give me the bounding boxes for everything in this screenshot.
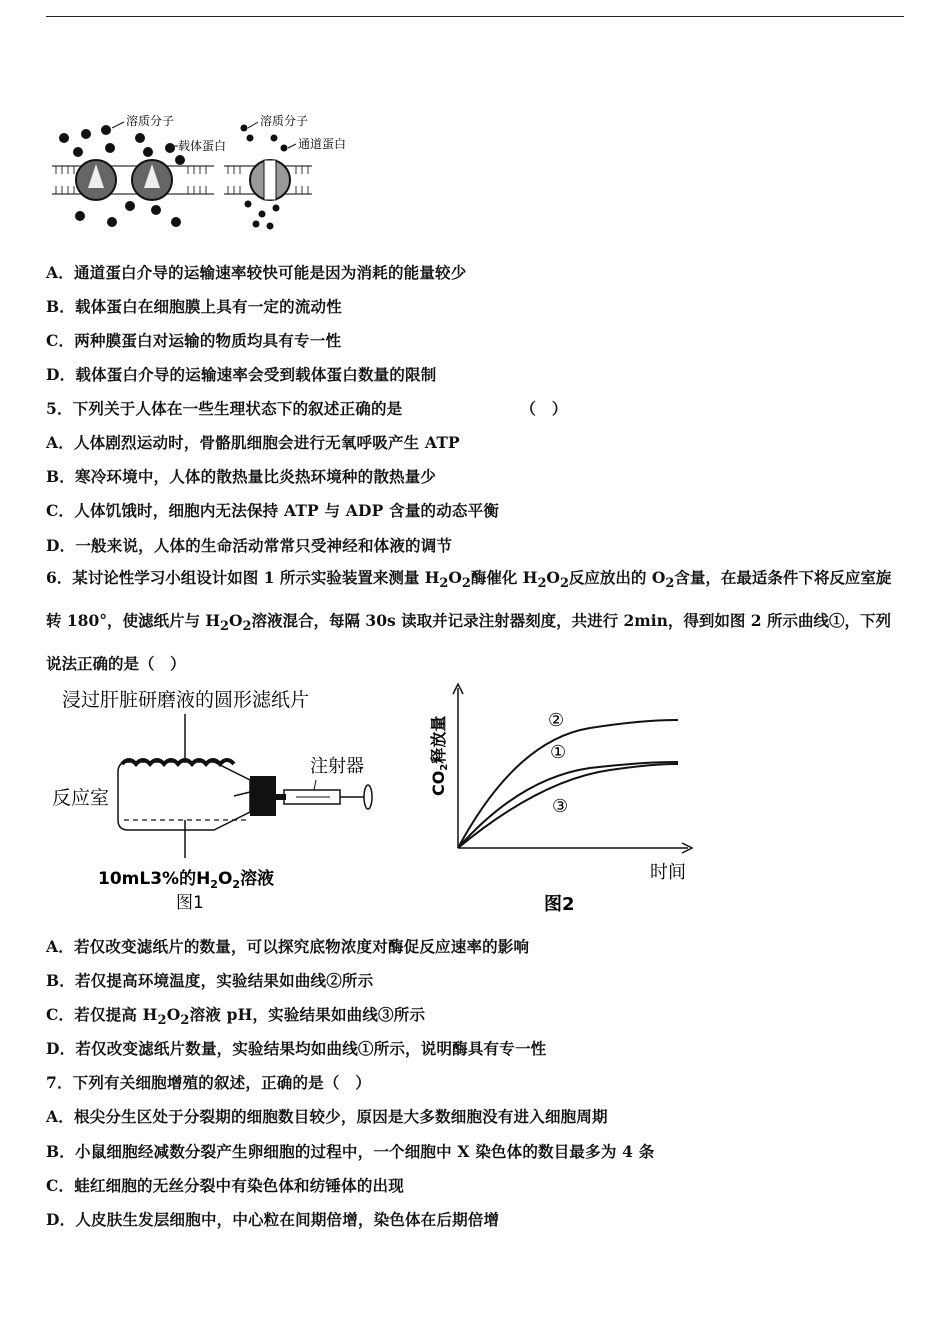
syringe-label: 注射器 [310, 756, 364, 777]
solute-molecule [245, 201, 252, 208]
q4-option-b: B．载体蛋白在细胞膜上具有一定的流动性 [46, 297, 342, 316]
solute-molecule [101, 125, 111, 135]
q4-option-d: D．载体蛋白介导的运输速率会受到载体蛋白数量的限制 [46, 365, 437, 384]
solute-molecule [125, 201, 135, 211]
label-solute-right: 溶质分子 [260, 114, 309, 128]
q6-option-c: C．若仅提高 $H_2O_2$溶液 pH，实验结果如曲线③所示 [46, 1005, 426, 1029]
label-carrier-protein: 载体蛋白 [178, 139, 227, 153]
q6-option-d: D．若仅改变滤纸片数量，实验结果均如曲线①所示，说明酶具有专一性 [46, 1039, 547, 1058]
q5-option-a: A．人体剧烈运动时，骨骼肌细胞会进行无氧呼吸产生 ATP [46, 433, 460, 452]
q7-option-b: B．小鼠细胞经减数分裂产生卵细胞的过程中，一个细胞中 X 染色体的数目最多为 4 条 [46, 1142, 655, 1161]
q5-option-d: D．一般来说，人体的生命活动常常只受神经和体液的调节 [46, 536, 453, 555]
q7-option-c: C．蛙红细胞的无丝分裂中有染色体和纺锤体的出现 [46, 1176, 404, 1195]
curve-label-1: ① [550, 742, 567, 763]
membrane-transport-figure [48, 108, 358, 238]
solute-molecule [143, 147, 153, 157]
solute-molecule [81, 129, 91, 139]
filter-paper-label: 浸过肝脏研磨液的圆形滤纸片 [62, 689, 310, 711]
solute-molecule [253, 221, 260, 228]
solute-molecule [241, 125, 248, 132]
reaction-chamber-label: 反应室 [52, 787, 110, 809]
q7-option-a: A．根尖分生区处于分裂期的细胞数目较少，原因是大多数细胞没有进入细胞周期 [46, 1107, 608, 1126]
q6-option-a: A．若仅改变滤纸片的数量，可以探究底物浓度对酶促反应速率的影响 [46, 937, 530, 956]
curve-2 [458, 720, 678, 848]
solute-molecule [273, 205, 280, 212]
solute-molecule [247, 135, 254, 142]
solute-molecule [59, 133, 69, 143]
q5-option-b: B．寒冷环境中，人体的散热量比炎热环境种的散热量少 [46, 467, 437, 486]
solute-molecule [151, 205, 161, 215]
solute-molecule [281, 145, 288, 152]
solute-molecule [259, 211, 266, 218]
answer-paren: （ ） [520, 399, 568, 418]
q7-option-d: D．人皮肤生发层细胞中，中心粒在间期倍增，染色体在后期倍增 [46, 1210, 500, 1229]
y-axis-label: CO2释放量 [429, 715, 450, 796]
figure-2-chart [420, 680, 710, 920]
header-rule [46, 16, 904, 17]
x-axis-label: 时间 [650, 862, 686, 883]
solute-molecule [175, 155, 185, 165]
figure-1-caption: 图1 [176, 893, 204, 913]
label-solute-left: 溶质分子 [126, 114, 175, 128]
filter-paper [122, 760, 234, 764]
q4-option-a: A．通道蛋白介导的运输速率较快可能是因为消耗的能量较少 [46, 263, 467, 282]
figure-2-caption: 图2 [544, 894, 575, 915]
q6-stem: 6．某讨论性学习小组设计如图 1 所示实验装置来测量 $H_2O_2$酶催化 $H_2O_2$反应放出的 $O_2$含量，在最适条件下将反应室旋转 180°，使滤纸片与 $H_2O_2$溶液混合，每隔 30s 读取并记录注射器刻度，共进行 2min，得到如图 2 所示曲线①，下列说法正确的是（ ） [46, 568, 892, 674]
stopper [250, 776, 276, 816]
solution-label: 10mL3%的$H_2O_2$溶液 [98, 869, 275, 891]
curve-label-3: ③ [552, 796, 569, 817]
q5-option-c: C．人体饥饿时，细胞内无法保持 ATP 与 ADP 含量的动态平衡 [46, 501, 500, 520]
solute-molecule [73, 147, 83, 157]
label-channel-protein: 通道蛋白 [298, 137, 347, 151]
curve-label-2: ② [548, 710, 565, 731]
q6-option-b: B．若仅提高环境温度，实验结果如曲线②所示 [46, 971, 374, 990]
solute-molecule [107, 217, 117, 227]
solute-molecule [171, 217, 181, 227]
solute-molecule [267, 223, 274, 230]
solute-molecule [75, 211, 85, 221]
solute-molecule [105, 143, 115, 153]
solute-molecule [165, 143, 175, 153]
solute-molecule [271, 135, 278, 142]
q7-stem: 7．下列有关细胞增殖的叙述，正确的是（ ） [46, 1073, 371, 1092]
q5-stem: 5．下列关于人体在一些生理状态下的叙述正确的是 （ ） [46, 399, 568, 418]
figure-1-apparatus [46, 680, 406, 920]
q4-option-c: C．两种膜蛋白对运输的物质均具有专一性 [46, 331, 342, 350]
solute-molecule [135, 133, 145, 143]
